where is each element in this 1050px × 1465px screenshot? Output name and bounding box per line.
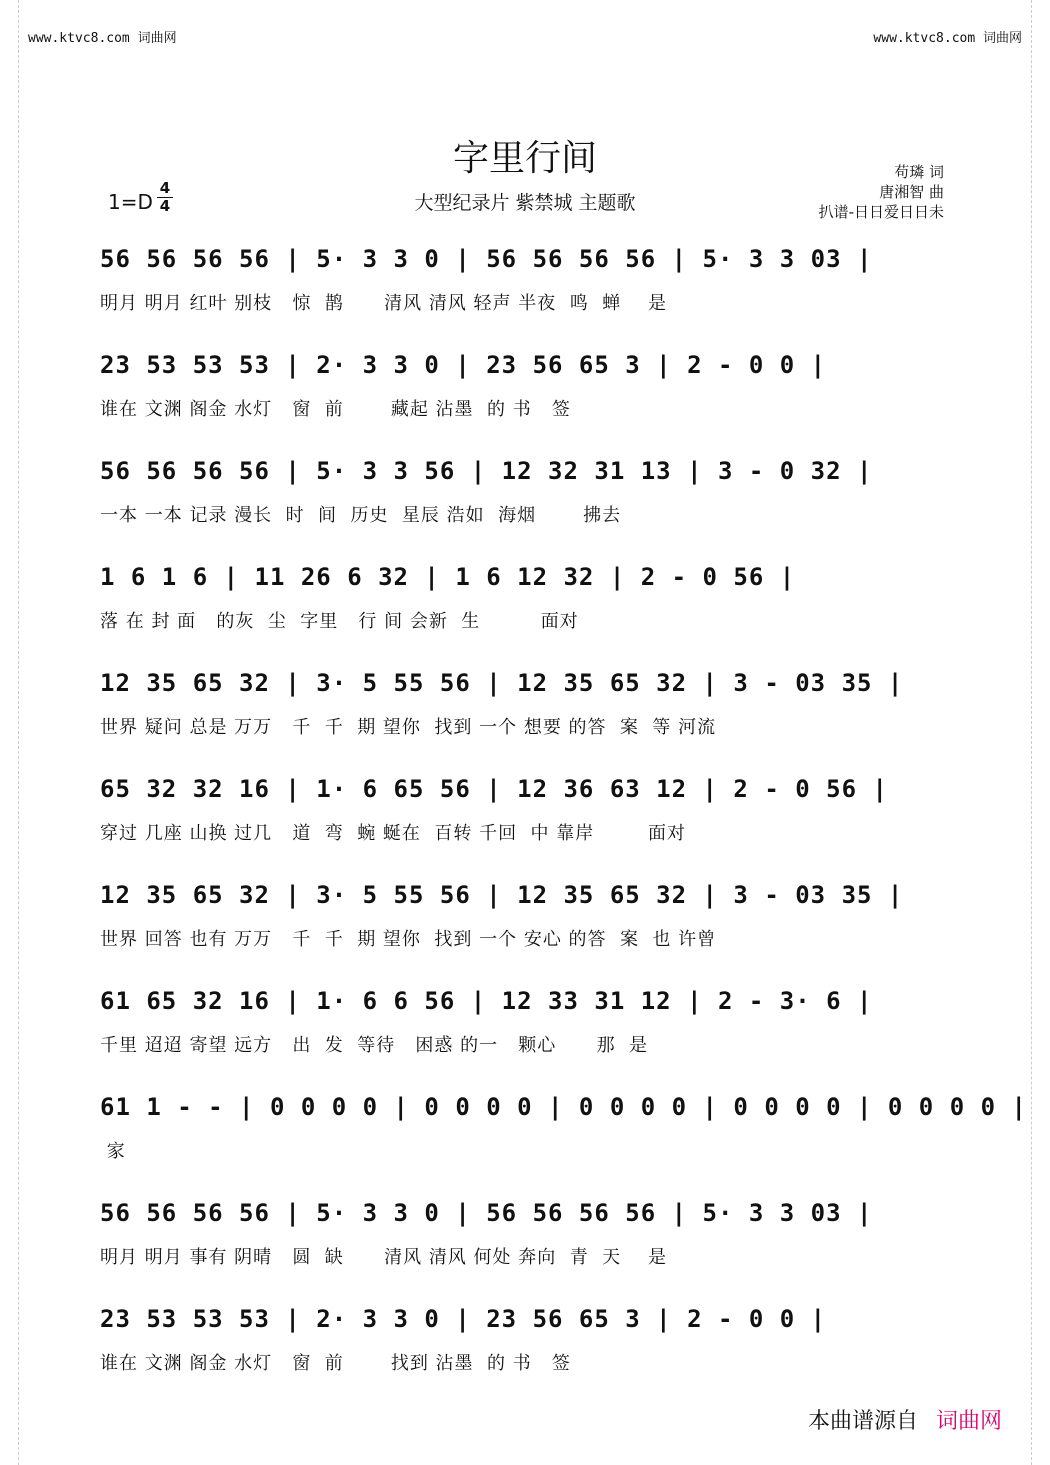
transcriber: 扒谱-日日爱日日未 (818, 203, 944, 221)
notes-line-5: 12 35 65 32 | 3· 5 55 56 | 12 35 65 32 | 3 - 03 35 | (100, 669, 904, 697)
lyrics-line-8: 千里 迢迢 寄望 远方 出 发 等待 困惑 的一 颗心 那 是 (100, 1035, 649, 1056)
song-subtitle: 大型纪录片 紫禁城 主题歌 (414, 192, 636, 214)
notes-line-6: 65 32 32 16 | 1· 6 65 56 | 12 36 63 12 | 2 - 0 56 | (100, 775, 888, 803)
notes-line-10: 56 56 56 56 | 5· 3 3 0 | 56 56 56 56 | 5· 3 3 03 | (100, 1199, 873, 1227)
brand-link[interactable]: 词曲网 (935, 1409, 1002, 1434)
notes-line-4: 1 6 1 6 | 11 26 6 32 | 1 6 12 32 | 2 - 0 56 | (100, 563, 796, 591)
notes-line-1: 56 56 56 56 | 5· 3 3 0 | 56 56 56 56 | 5· 3 3 03 | (100, 245, 873, 273)
composer: 唐湘智 曲 (879, 183, 944, 201)
lyrics-line-3: 一本 一本 记录 漫长 时 间 历史 星辰 浩如 海烟 拂去 (100, 505, 622, 526)
lyrics-line-6: 穿过 几座 山换 过几 道 弯 蜿 蜒在 百转 千回 中 靠岸 面对 (100, 823, 687, 844)
site-url-right[interactable]: www.ktvc8.com 词曲网 (873, 31, 1022, 46)
source-label: 本曲谱源自 (807, 1409, 918, 1434)
lyrics-line-11: 谁在 文渊 阁金 水灯 窗 前 找到 沾墨 的 书 签 (100, 1353, 571, 1374)
lyrics-line-4: 落 在 封 面 的灰 尘 字里 行 间 会新 生 面对 (100, 611, 579, 632)
lyrics-line-9: 家 (100, 1141, 126, 1162)
right-margin-watermark (1031, 0, 1050, 1465)
notes-line-11: 23 53 53 53 | 2· 3 3 0 | 23 56 65 3 | 2 - 0 0 | (100, 1305, 827, 1333)
song-title: 字里行间 (452, 138, 597, 179)
site-url-left[interactable]: www.ktvc8.com 词曲网 (28, 31, 177, 46)
lyrics-line-2: 谁在 文渊 阁金 水灯 窗 前 藏起 沾墨 的 书 签 (100, 399, 571, 420)
lyrics-line-1: 明月 明月 红叶 别枝 惊 鹊 清风 清风 轻声 半夜 鸣 蝉 是 (100, 293, 668, 314)
notes-line-3: 56 56 56 56 | 5· 3 3 56 | 12 32 31 13 | 3 - 0 32 | (100, 457, 873, 485)
credits (819, 162, 944, 222)
key-signature: 1=D (108, 190, 153, 214)
time-signature (157, 180, 173, 215)
notes-line-2: 23 53 53 53 | 2· 3 3 0 | 23 56 65 3 | 2 - 0 0 | (100, 351, 827, 379)
meter-top: 4 (159, 179, 171, 197)
lyrics-line-5: 世界 疑问 总是 万万 千 千 期 望你 找到 一个 想要 的答 案 等 河流 (100, 717, 717, 738)
meter-bottom: 4 (157, 197, 173, 215)
notes-line-8: 61 65 32 16 | 1· 6 6 56 | 12 33 31 12 | 2 - 3· 6 | (100, 987, 873, 1015)
left-margin-watermark (0, 0, 19, 1465)
notes-line-9: 61 1 - - | 0 0 0 0 | 0 0 0 0 | 0 0 0 0 | 0 0 0 0 | 0 0 0 0 | (100, 1093, 1027, 1121)
notes-line-7: 12 35 65 32 | 3· 5 55 56 | 12 35 65 32 | 3 - 03 35 | (100, 881, 904, 909)
lyricist: 苟璘 词 (894, 163, 944, 181)
footer-source (808, 1404, 1002, 1435)
lyrics-line-10: 明月 明月 事有 阴晴 圆 缺 清风 清风 何处 奔向 青 天 是 (100, 1247, 668, 1268)
lyrics-line-7: 世界 回答 也有 万万 千 千 期 望你 找到 一个 安心 的答 案 也 许曾 (100, 929, 717, 950)
